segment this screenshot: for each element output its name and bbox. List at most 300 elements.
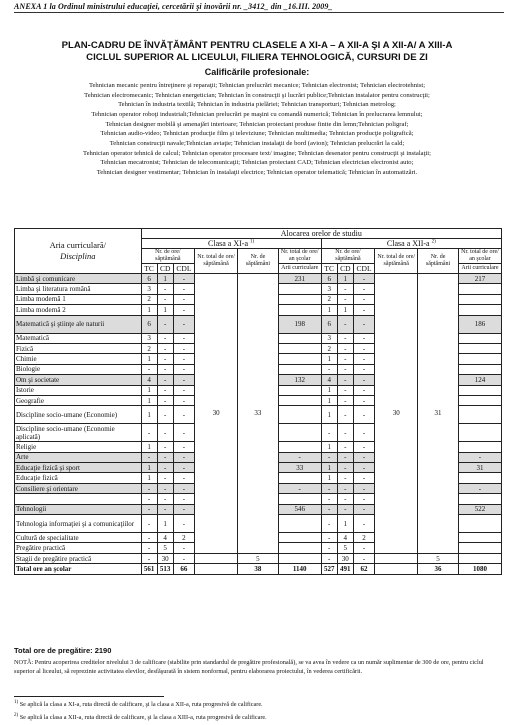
xi-area-total-cell	[278, 553, 321, 563]
xi-hours-cell: -	[141, 533, 157, 543]
xi-hours-cell: -	[173, 452, 194, 462]
xi-hours-cell: 4	[141, 375, 157, 385]
xi-hours-cell: -	[157, 483, 173, 493]
subject-cell	[15, 494, 142, 504]
xi-hours-cell: 1	[157, 305, 173, 315]
xii-hours-cell: -	[337, 354, 353, 364]
xii-total-hours-cell: 491	[337, 564, 353, 575]
qualification-line: Tehnician mecanic pentru întreţinere şi reparaţii; Tehnician prelucrări mecanice; Tehnician electronist; Tehnician electrotehnist;	[88, 82, 426, 89]
xii-hours-cell: -	[337, 385, 353, 395]
xi-hours-cell: 3	[141, 333, 157, 343]
xi-hours-cell: -	[173, 543, 194, 553]
header-xi-cd: CD	[157, 264, 173, 274]
xii-hours-cell: -	[337, 294, 353, 304]
xii-area-total-cell	[458, 543, 501, 553]
xi-area-total-cell	[278, 343, 321, 353]
qualification-line: Tehnician operator roboţi industriali;Tehnician prelucrări pe maşini cu comandă numerică; Tehnician în prelucrarea lemnului;	[91, 110, 423, 118]
xii-hours-cell: -	[321, 553, 337, 563]
header-disciplina-label: Disciplina	[60, 251, 96, 261]
xii-hours-cell: -	[353, 483, 374, 493]
xi-area-total-cell: 132	[278, 375, 321, 385]
subject-cell: Religie	[15, 442, 142, 452]
subject-cell: Biologie	[15, 364, 142, 374]
xi-hours-cell: -	[157, 364, 173, 374]
header-xi-tc: TC	[141, 264, 157, 274]
xi-hours-cell: 6	[141, 315, 157, 333]
header-xi-arii: Arii curriculare	[278, 264, 321, 274]
xii-hours-cell: -	[353, 424, 374, 442]
xi-total-week-cell	[195, 553, 238, 563]
xii-area-total-cell	[458, 494, 501, 504]
xii-hours-cell: -	[353, 463, 374, 473]
footnote-divider	[14, 696, 164, 697]
xii-area-total-cell	[458, 533, 501, 543]
header-arie-curriculara	[15, 229, 142, 274]
xii-hours-cell: 4	[337, 533, 353, 543]
xi-hours-cell: -	[157, 463, 173, 473]
xi-hours-cell: -	[173, 504, 194, 514]
class-xii-label: Clasa a XII-a	[386, 239, 430, 248]
header-xi-cdl: CDL	[173, 264, 194, 274]
xii-area-total-cell	[458, 364, 501, 374]
subject-cell: Limba modernă 1	[15, 294, 142, 304]
xii-hours-cell: -	[353, 385, 374, 395]
header-class-xii	[321, 239, 501, 249]
subject-cell: Stagii de pregătire practică	[15, 553, 142, 563]
xii-area-total-cell	[458, 284, 501, 294]
xii-hours-cell: 2	[353, 533, 374, 543]
title-line-2: CICLUL SUPERIOR AL LICEULUI, FILIERA TEHNOLOGICĂ, CURSURI DE ZI	[86, 52, 428, 63]
xi-hours-cell: -	[173, 375, 194, 385]
xii-total-week-cell	[375, 564, 418, 575]
xi-hours-cell: 30	[157, 553, 173, 563]
footnote-1-text: Se aplică la clasa a XI-a, ruta directă de calificare, şi la clasa a XII-a, ruta progresivă de calificare.	[19, 701, 263, 709]
xi-area-total-cell	[278, 473, 321, 483]
xi-hours-cell: -	[173, 406, 194, 424]
xii-area-total-cell	[458, 473, 501, 483]
xii-hours-cell: -	[353, 553, 374, 563]
xii-hours-cell: 3	[321, 284, 337, 294]
xi-hours-cell: 1	[141, 442, 157, 452]
xi-hours-cell: -	[157, 452, 173, 462]
xi-hours-cell: -	[173, 284, 194, 294]
xii-weeks-cell: 5	[418, 553, 459, 563]
xi-area-total-cell: 231	[278, 274, 321, 284]
xi-hours-cell: -	[157, 494, 173, 504]
xi-hours-cell: 2	[141, 294, 157, 304]
xi-hours-cell: -	[157, 375, 173, 385]
xi-hours-cell: -	[157, 315, 173, 333]
xi-hours-cell: -	[173, 364, 194, 374]
header-xi-total-an: Nr. total de ore/ an şcolar	[278, 249, 321, 264]
xi-hours-cell: -	[157, 284, 173, 294]
subject-cell: Consiliere şi orientare	[15, 483, 142, 493]
xii-hours-cell: 30	[337, 553, 353, 563]
xi-hours-cell: -	[157, 504, 173, 514]
xi-hours-cell: -	[157, 354, 173, 364]
xii-hours-cell: 1	[337, 305, 353, 315]
table-body	[15, 274, 502, 575]
xii-area-total-cell: 186	[458, 315, 501, 333]
xi-total-hours-cell: 513	[157, 564, 173, 575]
xii-hours-cell: -	[321, 515, 337, 533]
subject-cell: Discipline socio-umane (Economie)	[15, 406, 142, 424]
xii-hours-cell: -	[337, 333, 353, 343]
subject-cell: Geografie	[15, 395, 142, 405]
xii-hours-cell: -	[337, 375, 353, 385]
xi-hours-cell: -	[157, 333, 173, 343]
xi-area-total-cell: 198	[278, 315, 321, 333]
xi-hours-cell: -	[157, 343, 173, 353]
qualification-line: Tehnician audio-video; Tehnician producţie film şi televiziune; Tehnician multimedia; Tehnician producţie poligrafică;	[100, 130, 414, 138]
xii-hours-cell: -	[353, 395, 374, 405]
after-table-section	[14, 646, 502, 676]
page-title	[20, 40, 494, 64]
xi-weeks-cell: 5	[238, 553, 279, 563]
xii-hours-cell: 4	[321, 375, 337, 385]
xi-hours-cell: -	[141, 364, 157, 374]
xi-hours-cell: 4	[157, 533, 173, 543]
xii-hours-cell: -	[353, 494, 374, 504]
xi-hours-cell: -	[173, 333, 194, 343]
xi-area-total-cell	[278, 354, 321, 364]
xi-hours-cell: 1	[141, 305, 157, 315]
table-row	[15, 274, 502, 284]
xi-hours-cell: -	[173, 553, 194, 563]
xii-hours-cell: -	[353, 452, 374, 462]
xi-total-hours-cell: 66	[173, 564, 194, 575]
subject-cell: Arte	[15, 452, 142, 462]
xii-hours-cell: 5	[337, 543, 353, 553]
subject-cell: Limbă şi comunicare	[15, 274, 142, 284]
xi-hours-cell: 1	[141, 354, 157, 364]
xi-area-total-cell	[278, 515, 321, 533]
xi-hours-cell: -	[173, 442, 194, 452]
xii-area-total-cell	[458, 395, 501, 405]
xii-hours-cell: -	[337, 504, 353, 514]
xi-hours-cell: -	[141, 452, 157, 462]
xi-hours-cell: -	[173, 294, 194, 304]
xii-hours-cell: -	[353, 333, 374, 343]
xii-hours-cell: -	[337, 424, 353, 442]
xii-hours-cell: -	[337, 473, 353, 483]
qualification-line: Tehnician în industria textilă; Tehnician în industria pielăriei; Tehnician transporturi; Tehnician metrolog;	[118, 101, 396, 109]
xii-hours-cell: -	[353, 375, 374, 385]
xii-hours-cell: -	[353, 442, 374, 452]
subject-cell: Istorie	[15, 385, 142, 395]
xii-hours-cell: -	[337, 364, 353, 374]
xii-area-total-cell	[458, 333, 501, 343]
nota-text: NOTĂ: Pentru acoperirea creditelor nivelului 3 de calificare (stabilite prin standardul de pregătire profesională), se va avea în vedere ca un număr suplimentar de 300 de ore, pentru ciclul superior al liceului, să reprezinte activitatea elevilor, desfăşurată în sistem nonformal, pentru elaborarea proiectului, în vederea certificării.	[14, 659, 484, 675]
xi-hours-cell: 1	[141, 385, 157, 395]
xii-area-total-cell: 31	[458, 463, 501, 473]
curriculum-table	[14, 228, 502, 575]
xii-hours-cell: -	[353, 515, 374, 533]
xi-hours-cell: -	[157, 424, 173, 442]
xii-hours-cell: 2	[321, 294, 337, 304]
xii-hours-cell: -	[337, 442, 353, 452]
xi-hours-cell: 1	[157, 274, 173, 284]
qualification-line: Tehnician designer mobilă şi amenajări interioare; Tehnician proiectant produse finite din lemn;Tehnician poligraf;	[105, 120, 409, 128]
xi-area-total-cell	[278, 364, 321, 374]
xii-hours-cell: -	[337, 406, 353, 424]
xi-total-week-cell: 30	[195, 274, 238, 554]
xi-hours-cell: 1	[141, 395, 157, 405]
xii-hours-cell: 1	[321, 463, 337, 473]
xii-hours-cell: 3	[321, 333, 337, 343]
total-row	[15, 564, 502, 575]
subject-cell: Educaţie fizică	[15, 473, 142, 483]
xii-hours-cell: -	[321, 483, 337, 493]
xi-hours-cell: 2	[141, 343, 157, 353]
xi-total-hours-cell: 561	[141, 564, 157, 575]
xii-area-total-cell	[458, 442, 501, 452]
qualification-line: Tehnician electromecanic; Tehnician energetician; Tehnician în construcţii şi lucrări publice;Tehnician instalator pentru construcţii;	[84, 91, 430, 99]
xii-hours-cell: -	[337, 452, 353, 462]
xii-hours-cell: -	[321, 364, 337, 374]
xi-hours-cell: -	[173, 483, 194, 493]
xii-hours-cell: -	[321, 452, 337, 462]
xii-area-total-cell	[458, 354, 501, 364]
subject-cell: Pregătire practică	[15, 543, 142, 553]
xi-hours-cell: -	[173, 424, 194, 442]
xii-hours-cell: -	[353, 406, 374, 424]
xi-hours-cell: -	[157, 406, 173, 424]
xii-total-week-cell	[375, 553, 418, 563]
xii-area-total-cell	[458, 385, 501, 395]
xii-total-weeks-cell: 36	[418, 564, 459, 575]
xii-hours-cell: -	[353, 543, 374, 553]
xii-hours-cell: 1	[321, 473, 337, 483]
qualification-line: Tehnician mecatronist; Tehnician de telecomunicaţii; Tehnician proiectant CAD; Tehnician electrician electronist auto;	[100, 159, 414, 167]
xi-hours-cell: -	[157, 442, 173, 452]
xi-hours-cell: -	[141, 515, 157, 533]
xii-hours-cell: -	[353, 473, 374, 483]
xi-hours-cell: 1	[141, 473, 157, 483]
xi-hours-cell: -	[141, 483, 157, 493]
header-xii-cdl: CDL	[353, 264, 374, 274]
footnote-2-text: Se aplică la clasa a XII-a, ruta directă de calificare, şi la clasa a XIII-a, ruta progresivă de calificare.	[19, 714, 267, 722]
xi-hours-cell: 1	[141, 463, 157, 473]
xi-total-week-cell	[195, 564, 238, 575]
xi-area-total-cell	[278, 442, 321, 452]
xii-area-total-cell	[458, 406, 501, 424]
xii-hours-cell: 1	[321, 406, 337, 424]
xii-area-total-cell	[458, 343, 501, 353]
xi-area-total-cell	[278, 424, 321, 442]
xii-area-total-cell	[458, 294, 501, 304]
xi-area-total-cell	[278, 385, 321, 395]
footnote-2-mark: 2)	[14, 713, 19, 718]
header-xii-cd: CD	[337, 264, 353, 274]
xi-total-year-cell: 1140	[278, 564, 321, 575]
xii-area-total-cell: 217	[458, 274, 501, 284]
xii-hours-cell: -	[353, 305, 374, 315]
xi-hours-cell: -	[173, 385, 194, 395]
subject-cell: Matematică	[15, 333, 142, 343]
xi-hours-cell: 1	[141, 406, 157, 424]
xii-hours-cell: -	[353, 274, 374, 284]
xi-area-total-cell	[278, 543, 321, 553]
table-row	[15, 553, 502, 563]
xi-hours-cell: -	[141, 543, 157, 553]
xi-area-total-cell	[278, 305, 321, 315]
qualification-line: Tehnician designer vestimentar; Tehnician în instalaţii electrice; Tehnician operator telematică; Tehnician în automatizări.	[96, 168, 418, 176]
xi-area-total-cell	[278, 494, 321, 504]
header-class-xi	[141, 239, 321, 249]
xi-hours-cell: -	[173, 463, 194, 473]
header-xii-saptamani: Nr. de săptămâni	[418, 249, 459, 274]
xii-area-total-cell: 124	[458, 375, 501, 385]
qualification-line: Tehnician construcţii navale;Tehnician aviaţie; Tehnician instalaţii de bord (avion); Tehnician prelucrări la cald;	[109, 139, 405, 147]
xi-hours-cell: -	[173, 274, 194, 284]
xii-total-hours-cell: 62	[353, 564, 374, 575]
qualifications-list	[14, 81, 500, 178]
xii-hours-cell: 1	[337, 274, 353, 284]
xi-hours-cell: 5	[157, 543, 173, 553]
xi-hours-cell: -	[173, 315, 194, 333]
xi-hours-cell: 2	[173, 533, 194, 543]
xii-hours-cell: 1	[337, 515, 353, 533]
xi-hours-cell: -	[173, 343, 194, 353]
xi-hours-cell: -	[141, 424, 157, 442]
xii-hours-cell: -	[337, 494, 353, 504]
xii-total-week-cell: 30	[375, 274, 418, 554]
xii-hours-cell: -	[337, 343, 353, 353]
xii-weeks-cell: 31	[418, 274, 459, 554]
subject-cell: Limba şi literatura română	[15, 284, 142, 294]
xi-hours-cell: -	[157, 395, 173, 405]
class-xi-label: Clasa a XI-a	[208, 239, 249, 248]
header-xi-total-saptamana: Nr. total de ore/ săptămână	[195, 249, 238, 274]
subject-cell: Om şi societate	[15, 375, 142, 385]
subject-cell: Fizică	[15, 343, 142, 353]
xii-hours-cell: -	[353, 294, 374, 304]
xi-hours-cell: -	[141, 504, 157, 514]
xi-hours-cell: -	[173, 395, 194, 405]
xi-hours-cell: -	[173, 494, 194, 504]
total-label-cell: Total ore an şcolar	[15, 564, 142, 575]
xii-hours-cell: -	[337, 315, 353, 333]
xii-hours-cell: -	[353, 284, 374, 294]
xii-area-total-cell: -	[458, 452, 501, 462]
xi-weeks-cell: 33	[238, 274, 279, 554]
xii-area-total-cell	[458, 553, 501, 563]
xi-area-total-cell	[278, 406, 321, 424]
xi-total-weeks-cell: 38	[238, 564, 279, 575]
xi-area-total-cell: -	[278, 452, 321, 462]
xi-area-total-cell	[278, 533, 321, 543]
xii-hours-cell: -	[353, 343, 374, 353]
xii-hours-cell: -	[321, 504, 337, 514]
xi-area-total-cell: -	[278, 483, 321, 493]
xii-hours-cell: -	[337, 395, 353, 405]
header-xii-ore-saptamana: Nr. de ore/ săptămână	[321, 249, 375, 264]
subject-cell: Chimie	[15, 354, 142, 364]
xii-hours-cell: -	[337, 284, 353, 294]
class-xii-note: 2)	[431, 239, 436, 245]
header-xii-arii: Arii curriculare	[458, 264, 501, 274]
header-alocare: Alocarea orelor de studiu	[141, 229, 501, 239]
xii-area-total-cell	[458, 515, 501, 533]
xi-hours-cell: -	[173, 473, 194, 483]
xii-hours-cell: 1	[321, 354, 337, 364]
class-xi-note: 1)	[250, 239, 255, 245]
xii-total-year-cell: 1080	[458, 564, 501, 575]
xii-hours-cell: -	[337, 483, 353, 493]
subject-cell: Educaţie fizică şi sport	[15, 463, 142, 473]
subject-cell: Tehnologii	[15, 504, 142, 514]
xii-area-total-cell: -	[458, 483, 501, 493]
footnote-1	[14, 700, 263, 708]
header-arie-label: Aria curriculară/	[49, 240, 106, 250]
xii-hours-cell: -	[321, 424, 337, 442]
qualification-line: Tehnician operator tehnică de calcul; Tehnician operator procesare text/ imagine; Tehnician desenator pentru construcţii şi instalaţii;	[83, 149, 431, 157]
xii-area-total-cell	[458, 305, 501, 315]
xi-area-total-cell	[278, 395, 321, 405]
xii-hours-cell: 1	[321, 385, 337, 395]
qualifications-heading: Calificările profesionale:	[204, 67, 310, 77]
xii-hours-cell: 6	[321, 315, 337, 333]
xii-area-total-cell: 522	[458, 504, 501, 514]
header-xi-saptamani: Nr. de săptămâni	[238, 249, 279, 274]
subject-cell: Matematică şi ştiinţe ale naturii	[15, 315, 142, 333]
xi-hours-cell: -	[157, 385, 173, 395]
xi-hours-cell: -	[157, 294, 173, 304]
title-line-1: PLAN-CADRU DE ÎNVĂŢĂMÂNT PENTRU CLASELE A XI-A – A XII-A ŞI A XII-A/ A XIII-A	[61, 40, 453, 51]
xii-hours-cell: 1	[321, 305, 337, 315]
header-xi-ore-saptamana: Nr. de ore/ săptămână	[141, 249, 195, 264]
xii-hours-cell: -	[353, 504, 374, 514]
xi-hours-cell: -	[141, 494, 157, 504]
subject-cell: Cultură de specialitate	[15, 533, 142, 543]
xii-area-total-cell	[458, 424, 501, 442]
xii-hours-cell: -	[353, 315, 374, 333]
footnote-2	[14, 713, 267, 721]
header-xii-tc: TC	[321, 264, 337, 274]
xi-hours-cell: -	[141, 553, 157, 563]
xii-total-hours-cell: 527	[321, 564, 337, 575]
xii-hours-cell: -	[321, 533, 337, 543]
xii-hours-cell: 1	[321, 395, 337, 405]
xi-hours-cell: -	[157, 473, 173, 483]
xi-area-total-cell	[278, 294, 321, 304]
xi-hours-cell: -	[173, 515, 194, 533]
header-xii-total-saptamana: Nr. total de ore/ săptămână	[375, 249, 418, 274]
xii-hours-cell: -	[353, 364, 374, 374]
xii-hours-cell: -	[321, 543, 337, 553]
subject-cell: Tehnologia informaţiei şi a comunicaţiilor	[15, 515, 142, 533]
subject-cell: Discipline socio-umane (Economie aplicată)	[15, 424, 142, 442]
xii-hours-cell: -	[353, 354, 374, 364]
xi-area-total-cell	[278, 284, 321, 294]
footnote-1-mark: 1)	[14, 700, 19, 705]
xii-hours-cell: -	[337, 463, 353, 473]
xi-hours-cell: 3	[141, 284, 157, 294]
xii-hours-cell: 2	[321, 343, 337, 353]
xii-hours-cell: 1	[321, 442, 337, 452]
xi-area-total-cell: 33	[278, 463, 321, 473]
annex-header: ANEXA 1 la Ordinul ministrului educaţiei, cercetării şi inovării nr. _3412_ din _16.III. 2009_	[14, 2, 504, 13]
xii-hours-cell: 6	[321, 274, 337, 284]
total-ore-pregatire: Total ore de pregătire: 2190	[14, 646, 112, 655]
xi-hours-cell: 1	[157, 515, 173, 533]
xi-hours-cell: 6	[141, 274, 157, 284]
xi-area-total-cell	[278, 333, 321, 343]
xi-hours-cell: -	[173, 305, 194, 315]
xii-hours-cell: -	[321, 494, 337, 504]
xi-area-total-cell: 546	[278, 504, 321, 514]
